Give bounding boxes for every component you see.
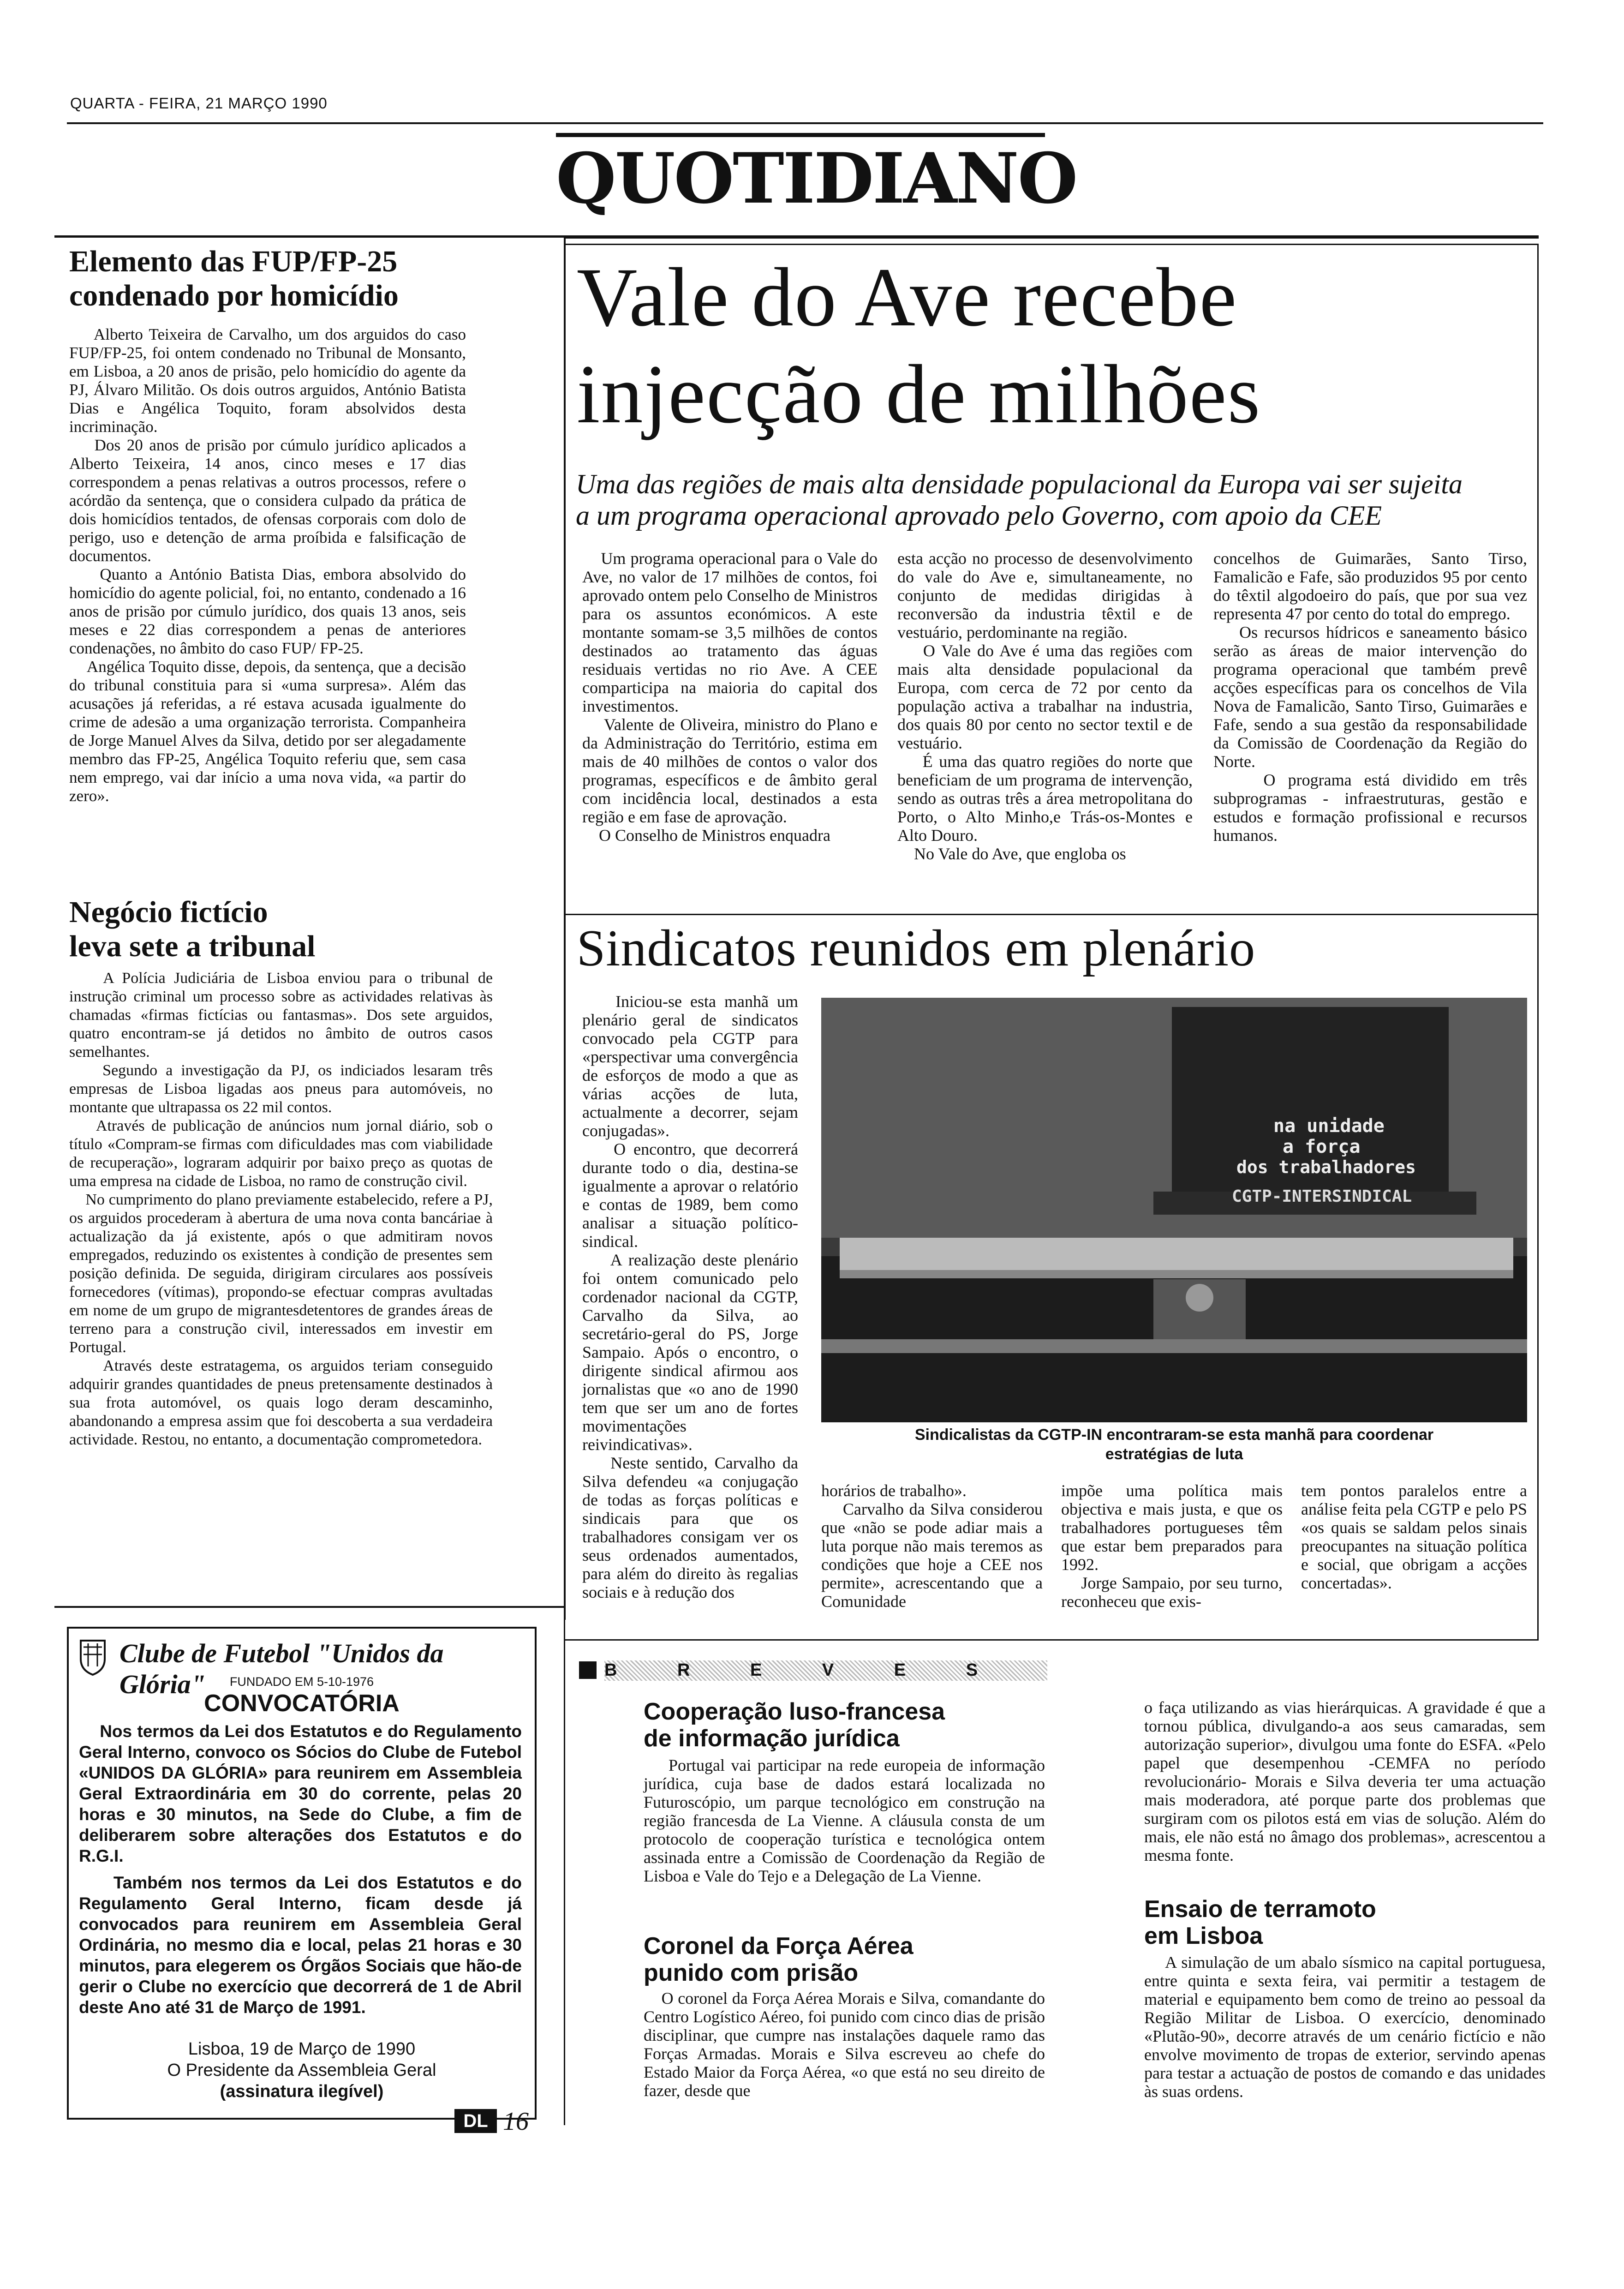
photo-caption: Sindicalistas da CGTP-IN encontraram-se esta manhã para coordenar estratégias de luta (914, 1426, 1434, 1463)
header-rule (67, 122, 1543, 124)
club-crest-icon (79, 1639, 107, 1676)
breves-item-3-body: A simulação de um abalo sísmico na capital portuguesa, entre quinta e sexta feira, vai permitir a testagem de material e equipamento bem como de treino ao pessoal da Região Militar de Lisboa. O exercício, denominado «Plutão-90», decorre através de um cenário fictício e não envolve movimento de tropas de exterior, servindo apenas para testar a actuação de postos de comando e das unidades às suas ordens. (1144, 1953, 1550, 2101)
section-title-rule (556, 133, 1045, 137)
club-notice-box (67, 1627, 537, 2120)
breves-item-1-headline: Cooperação luso-francesa de informação jurídica (644, 1698, 945, 1752)
left-bottom-rule (54, 1606, 566, 1608)
section-title: QUOTIDIANO (556, 138, 1077, 219)
breves-square-icon (579, 1661, 597, 1679)
union-col-1: Iniciou-se esta manhã um plenário geral de sindicatos convocado pela CGTP para «perspectivar uma convergência de esforços de modo a que as várias acções de luta, actualmente a decorrer, sejam conjugadas». O encontro, que decorrerá durante todo o dia, destina-se igualmente a aprovar o relatório e contas de 1989, bem como analisar a situação político-sindical. A realização deste plenário foi ontem comunicado pelo cordenador nacional da CGTP, Carvalho da Silva, ao secretário-geral do PS, Jorge Sampaio. Após o encontro, o dirigente sindical afirmou aos jornalistas que «o ano de 1990 tem que ser um ano de fortes movimentações reivindicativas». Neste sentido, Carvalho da Silva defendeu «a conjugação de todas as forças políticas e sindicais para que os trabalhadores consigam ver os seus ordenados aumentados, para além do direito às regalias sociais e à redução dos (582, 992, 798, 1601)
left-article-1-headline: Elemento das FUP/FP-25 condenado por homicídio (69, 245, 399, 312)
main-headline: Vale do Ave recebe injecção de milhões (577, 251, 1261, 441)
club-name: Clube de Futebol "Unidos da Glória" (119, 1638, 444, 1699)
left-article-2-body: A Polícia Judiciária de Lisboa enviou para o tribunal de instrução criminal um processo sobre as actividades relativas às chamadas «firmas fictícias ou fantasmas». Dos sete arguidos, quatro encontram-se já detidos no âmbito de outros casos semelhantes. Segundo a investigação da PJ, os indiciados lesaram três empresas de Lisboa ligadas aos pneus para automóveis, no montante que ultrapassa os 22 mil contos. Através de publicação de anúncios num jornal diário, sob o título «Compram-se firmas com dificuldades mas com viabilidade de recuperação», lograram adquirir por baixo preço as quotas de uma empresa na cidade de Lisboa, no ramo de construção civil. No cumprimento do plano previamente estabelecido, refere a PJ, os arguidos procederam à abertura de uma nova conta bancáriae à actualização da já existente, após o que admitiram novos empregados, reduzindo os existentes à condição de presentes sem posição definida. De seguida, dirigiram circulares aos possíveis fornecedores (vítimas), propondo-se efectuar compras avultadas em nome de um grupo de migrantesdetentores de grandes áreas de terreno para a construção civil, interessados em investir em Portugal. Através deste estratagema, os arguidos teriam conseguido adquirir grandes quantidades de pneus pretensamente destinados à sua frota automóvel, os quais logo deram descaminho, abandonando a empresa assim que foi descoberta a sua verdadeira actividade. Restou, no entanto, a documentação comprometedora. (69, 970, 493, 1448)
page-number: 16 (503, 2107, 529, 2136)
club-signature: (assinatura ilegível) (220, 2082, 384, 2101)
photo-banner-line-2: a força (1283, 1136, 1361, 1157)
club-notice-title: CONVOCATÓRIA (204, 1690, 400, 1717)
left-article-2-headline: Negócio fictício leva sete a tribunal (69, 895, 316, 963)
main-col-1: Um programa operacional para o Vale do Ave, no valor de 17 milhões de contos, foi aprovado ontem pelo Conselho de Ministros para os assuntos económicos. A este montante somam-se 3,5 milhões de contos destinados ao tratamento das águas residuais vertidas no rio Ave. A CEE comparticipa na maioria do capital dos investimentos. Valente de Oliveira, ministro do Plano e da Administração do Território, estima em mais de 40 milhões de contos o valor dos programas, específicos e de âmbito geral com incidência local, destinados a esta região e em fase de aprovação. O Conselho de Ministros enquadra (582, 549, 878, 845)
breves-item-2-headline: Coronel da Força Aérea punido com prisão (644, 1933, 914, 1986)
left-top-rule (54, 235, 566, 238)
club-signatory: O Presidente da Assembleia Geral (167, 2061, 436, 2080)
breves-label: B R E V E S (604, 1660, 1047, 1681)
club-paragraph-1: Nos termos da Lei dos Estatutos e do Regulamento Geral Interno, convoco os Sócios do Clube de Futebol «UNIDOS DA GLÓRIA» para reunirem em Assembleia Geral Extraordinária em 30 do corrente, pelas 20 horas e 30 minutos, na Sede do Clube, a fim de deliberarem sobre alterações dos Estatutos e do R.G.I. (79, 1722, 527, 1865)
club-place-date: Lisboa, 19 de Março de 1990 (188, 2039, 416, 2059)
union-col-3: impõe uma política mais objectiva e mais justa, e que os trabalhadores portugueses têm que estar bem preparados para 1992. Jorge Sampaio, por seu turno, reconheceu que exis- (1061, 1481, 1283, 1611)
photo-banner-line-4: CGTP-INTERSINDICAL (1232, 1187, 1412, 1206)
main-col-3: concelhos de Guimarães, Santo Tirso, Famalicão e Fafe, são produzidos 95 por cento do têxtil algodoeiro do país, que por sua vez representa 47 por cento do total do emprego. Os recursos hídricos e saneamento básico serão as áreas de maior intervenção do programa operacional que também prevê acções específicas para os concelhos de Vila Nova de Famalicão, Santo Tirso, Guimarães e Fafe, sendo a sua gestão da responsabilidade da Comissão de Coordenação da Região do Norte. O programa está dividido em três subprogramas - infraestruturas, gestão e estudos e formação profissional e recursos humanos. (1213, 549, 1527, 845)
union-col-2: horários de trabalho». Carvalho da Silva considerou que «não se pode adiar mais a luta porque não mais teremos as condições que hoje a CEE nos permite», acrescentando que a Comunidade (821, 1481, 1043, 1611)
photo-banner-line-1: na unidade (1273, 1115, 1385, 1137)
breves-item-2-body: O coronel da Força Aérea Morais e Silva, comandante do Centro Logístico Aéreo, foi punido com cinco dias de prisão disciplinar, que cumpre nas instalações daquele ramo das Forças Armadas. Morais e Silva escreveu ao chefe do Estado Maior da Força Aérea, «o que está no seu direito de fazer, desde que (644, 1989, 1050, 2100)
date-line: QUARTA - FEIRA, 21 MARÇO 1990 (70, 95, 328, 112)
union-col-4: tem pontos paralelos entre a análise feita pela CGTP e pelo PS «os quais se saldam pelos sinais preocupantes na situação política e social, que obrigam a acções concertadas». (1301, 1481, 1531, 1592)
club-founded: FUNDADO EM 5-10-1976 (229, 1675, 374, 1689)
union-photo (821, 998, 1527, 1422)
breves-item-2-continued: o faça utilizando as vias hierárquicas. A gravidade é que a tornou pública, divulgando-a aos seus camaradas, sem autorização superior», divulgou uma fonte do ESFA. «Pelo papel que desempenhou -CEMFA no período revolucionário- Morais e Silva deveria ter uma actuação mais moderadora, até porque parte dos problemas que surgiram com os pilotos está em vias de solução. Além do mais, ele não está no âmago dos problemas», acrescentou a mesma fonte. (1144, 1698, 1550, 1864)
breves-item-3-headline: Ensaio de terramoto em Lisboa (1144, 1896, 1376, 1949)
photo-banner-line-3: dos trabalhadores (1236, 1157, 1416, 1177)
club-paragraph-2: Também nos termos da Lei dos Estatutos e do Regulamento Geral Interno, ficam desde já convocados para reunirem em Assembleia Geral Ordinária, no mesmo dia e local, pelas 21 horas e 30 minutos, para elegerem os Órgãos Sociais que hão-de gerir o Clube no exercício que decorrerá de 1 de Abril deste Ano até 31 de Março de 1991. (79, 1873, 527, 2017)
left-article-1-body: Alberto Teixeira de Carvalho, um dos arguidos do caso FUP/FP-25, foi ontem condenado no Tribunal de Monsanto, em Lisboa, a 20 anos de prisão, pelo homicídio do agente da PJ, Álvaro Militão. Os dois outros arguidos, António Batista Dias e Angélica Toquito, foram absolvidos desta incriminação. Dos 20 anos de prisão por cúmulo jurídico aplicados a Alberto Teixeira, 14 anos, cinco meses e 17 dias correspondem a penas relativas a outros processos, refere o acórdão da sentença, que o considera culpado da prática de dois homicídios tentados, de ofensas corporais com dolo de perigo, uso e detenção de arma proíbida e falsificação de documentos. Quanto a António Batista Dias, embora absolvido do homicídio do agente policial, foi, no entanto, condenado a 16 anos de prisão por cúmulo jurídico, dos quais 13 anos, seis meses e 22 dias correspondem a penas de anteriores condenações, no âmbito do caso FUP/ FP-25. Angélica Toquito disse, depois, da sentença, que a decisão do tribunal constituia para si «uma surpresa». Além das acusações já referidas, a ré estava acusada igualmente do crime de adesão a uma organização terrorista. Companheira de Jorge Manuel Alves da Silva, detido por ser alegadamente membro das FP-25, Angélica Toquito referiu que, sem casa nem emprego, vai dar início a uma nova vida, «a partir do zero». (69, 325, 466, 805)
union-headline: Sindicatos reunidos em plenário (577, 920, 1256, 977)
main-col-2: esta acção no processo de desenvolvimento do vale do Ave e, simultaneamente, no conjunto de medidas dirigidas à reconversão da industria têxtil e de vestuário, perdominante na região. O Vale do Ave é uma das regiões com mais alta densidade populacional da Europa, com cerca de 72 por cento da população activa a trabalhar na industria, dos quais 80 por cento no sector textil e de vestuário. É uma das quatro regiões do norte que beneficiam de um programa de intervenção, sendo as outras três a área metropolitana do Porto, o Alto Minho,e Trás-os-Montes e Alto Douro. No Vale do Ave, que engloba os (897, 549, 1193, 863)
newspaper-logo: DL (454, 2109, 497, 2133)
main-top-rule-thick (564, 235, 1539, 239)
main-subheadline: Uma das regiões de mais alta densidade populacional da Europa vai ser sujeita a um programa operacional aprovado pelo Governo, com apoio da CEE (576, 469, 1463, 531)
breves-item-1-body: Portugal vai participar na rede europeia de informação jurídica, cuja base de dados estará localizada no Futuroscópio, um parque tecnológico em construção na região francesda de La Vienne. A cláusula consta de um protocolo de cooperação turística e tecnológica ontem assinada entre a Comissão de Coordenação da Região de Lisboa e Vale do Tejo e a Delegação de La Vienne. (644, 1756, 1049, 1885)
